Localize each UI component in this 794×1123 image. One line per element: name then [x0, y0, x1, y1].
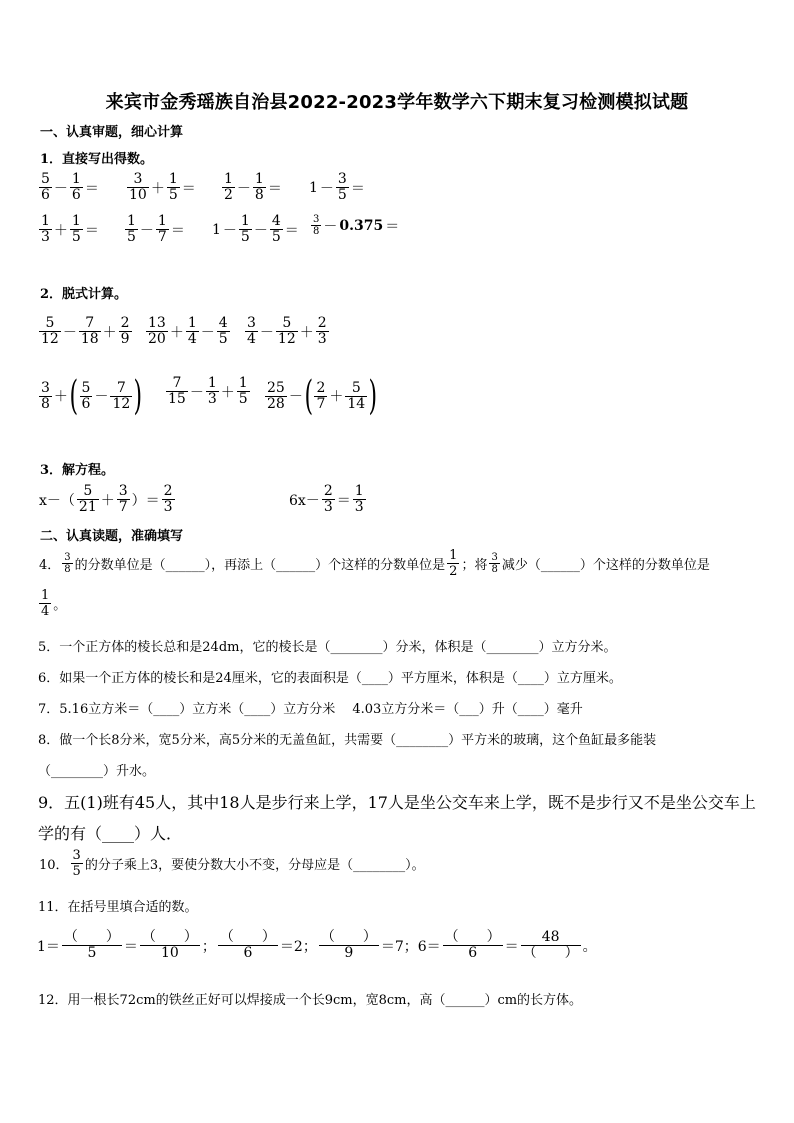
section-1-heading: 一、认真审题，细心计算 [40, 125, 184, 140]
q1-row1-expr1: $\frac{5}{6}$ － $\frac{1}{6}$ ＝ [41, 171, 99, 203]
q3-equation-1: x－（ $\frac{5}{21}$ ＋ $\frac{3}{7}$ ）＝ $\frac{2}{3}$ [39, 483, 173, 515]
q1-row1-expr2: $\frac{3}{10}$ ＋ $\frac{1}{5}$ ＝ [129, 171, 196, 203]
q4-line2: $\frac{1}{4}$ 。 [41, 588, 67, 619]
q2-expr3: $\frac{3}{4}$ － $\frac{5}{12}$ ＋ $\frac{2}{3}$ [247, 315, 327, 347]
q2-expr4: $\frac{3}{8}$ ＋( $\frac{5}{6}$ － $\frac{7}{12}$ ) [41, 373, 143, 419]
q3-equation-2: 6x－ $\frac{2}{3}$ ＝ $\frac{1}{3}$ [289, 483, 364, 515]
q1-row2-expr1: $\frac{1}{3}$ ＋ $\frac{1}{5}$ ＝ [41, 213, 99, 245]
section-2-heading: 二、认真读题，准确填写 [40, 529, 184, 544]
q8-line1: 8．做一个长8分米，宽5分米，高5分米的无盖鱼缸，共需要（________）平方米的玻璃，这个鱼缸最多能装 [38, 733, 657, 748]
q3-label: 3．解方程。 [40, 463, 115, 478]
q1-row2-expr2: $\frac{1}{5}$ － $\frac{1}{7}$ ＝ [127, 213, 185, 245]
q9-line2: 学的有（____）人． [38, 824, 183, 843]
q2-expr5: $\frac{7}{15}$ － $\frac{1}{3}$ ＋ $\frac{1}{5}$ [168, 375, 248, 407]
q1-row1-expr3: $\frac{1}{2}$ － $\frac{1}{8}$ ＝ [224, 171, 282, 203]
q2-expr1: $\frac{5}{12}$ － $\frac{7}{18}$ ＋ $\frac{2}{9}$ [41, 315, 130, 347]
q2-expr2: $\frac{13}{20}$ ＋ $\frac{1}{4}$ － $\frac{4}{5}$ [148, 315, 228, 347]
q10-text: 10． $\frac{3}{5}$ 的分子乘上3，要使分数大小不变，分母应是（________）。 [39, 848, 425, 879]
q6-text: 6．如果一个正方体的棱长和是24厘米，它的表面积是（____）平方厘米，体积是（____）立方厘米。 [38, 671, 622, 686]
q1-row1-expr4: 1 － $\frac{3}{5}$ ＝ [309, 171, 365, 203]
q1-row2-expr4: $\frac{3}{8}$ － 0.375 ＝ [313, 214, 400, 237]
q8-line2: （________）升水。 [38, 764, 156, 779]
q5-text: 5．一个正方体的棱长总和是24dm，它的棱长是（________）分米，体积是（________）立方分米。 [38, 640, 617, 655]
q4-line1: 4． $\frac{3}{8}$ 的分数单位是（______），再添上（______）个这样的分数单位是 $\frac{1}{2}$ ；将 $\frac{3}{8}$ 减少（______）个这样的分数单位是 [39, 548, 710, 579]
q11-expression: 1＝ $\frac{( )}{5}$ ＝ $\frac{( )}{10}$ ； $\frac{( )}{6}$ ＝2； $\frac{( )}{9}$ ＝7；6＝ $\frac{( )}{6}$ ＝ $\frac{48}{( )}$ 。 [37, 929, 597, 961]
q2-expr6: $\frac{25}{28}$ －( $\frac{2}{7}$ ＋ $\frac{5}{14}$ ) [267, 373, 378, 419]
q12-text: 12．用一根长72cm的铁丝正好可以焊接成一个长9cm，宽8cm，高（______）cm的长方体。 [38, 993, 583, 1008]
q1-row2-expr3: 1 － $\frac{1}{5}$ － $\frac{4}{5}$ ＝ [212, 213, 299, 245]
q11-label: 11．在括号里填合适的数。 [38, 900, 198, 915]
page-title: 来宾市金秀瑶族自治县2022-2023学年数学六下期末复习检测模拟试题 [105, 92, 689, 113]
q1-label: 1．直接写出得数。 [40, 152, 154, 167]
q7-text: 7．5.16立方米＝（____）立方米（____）立方分米 4.03立方分米＝（___）升（____）毫升 [38, 702, 583, 717]
q9-line1: 9．五(1)班有45人，其中18人是步行来上学，17人是坐公交车来上学，既不是步行又不是坐公交车上 [38, 793, 756, 812]
q2-label: 2．脱式计算。 [40, 287, 128, 302]
